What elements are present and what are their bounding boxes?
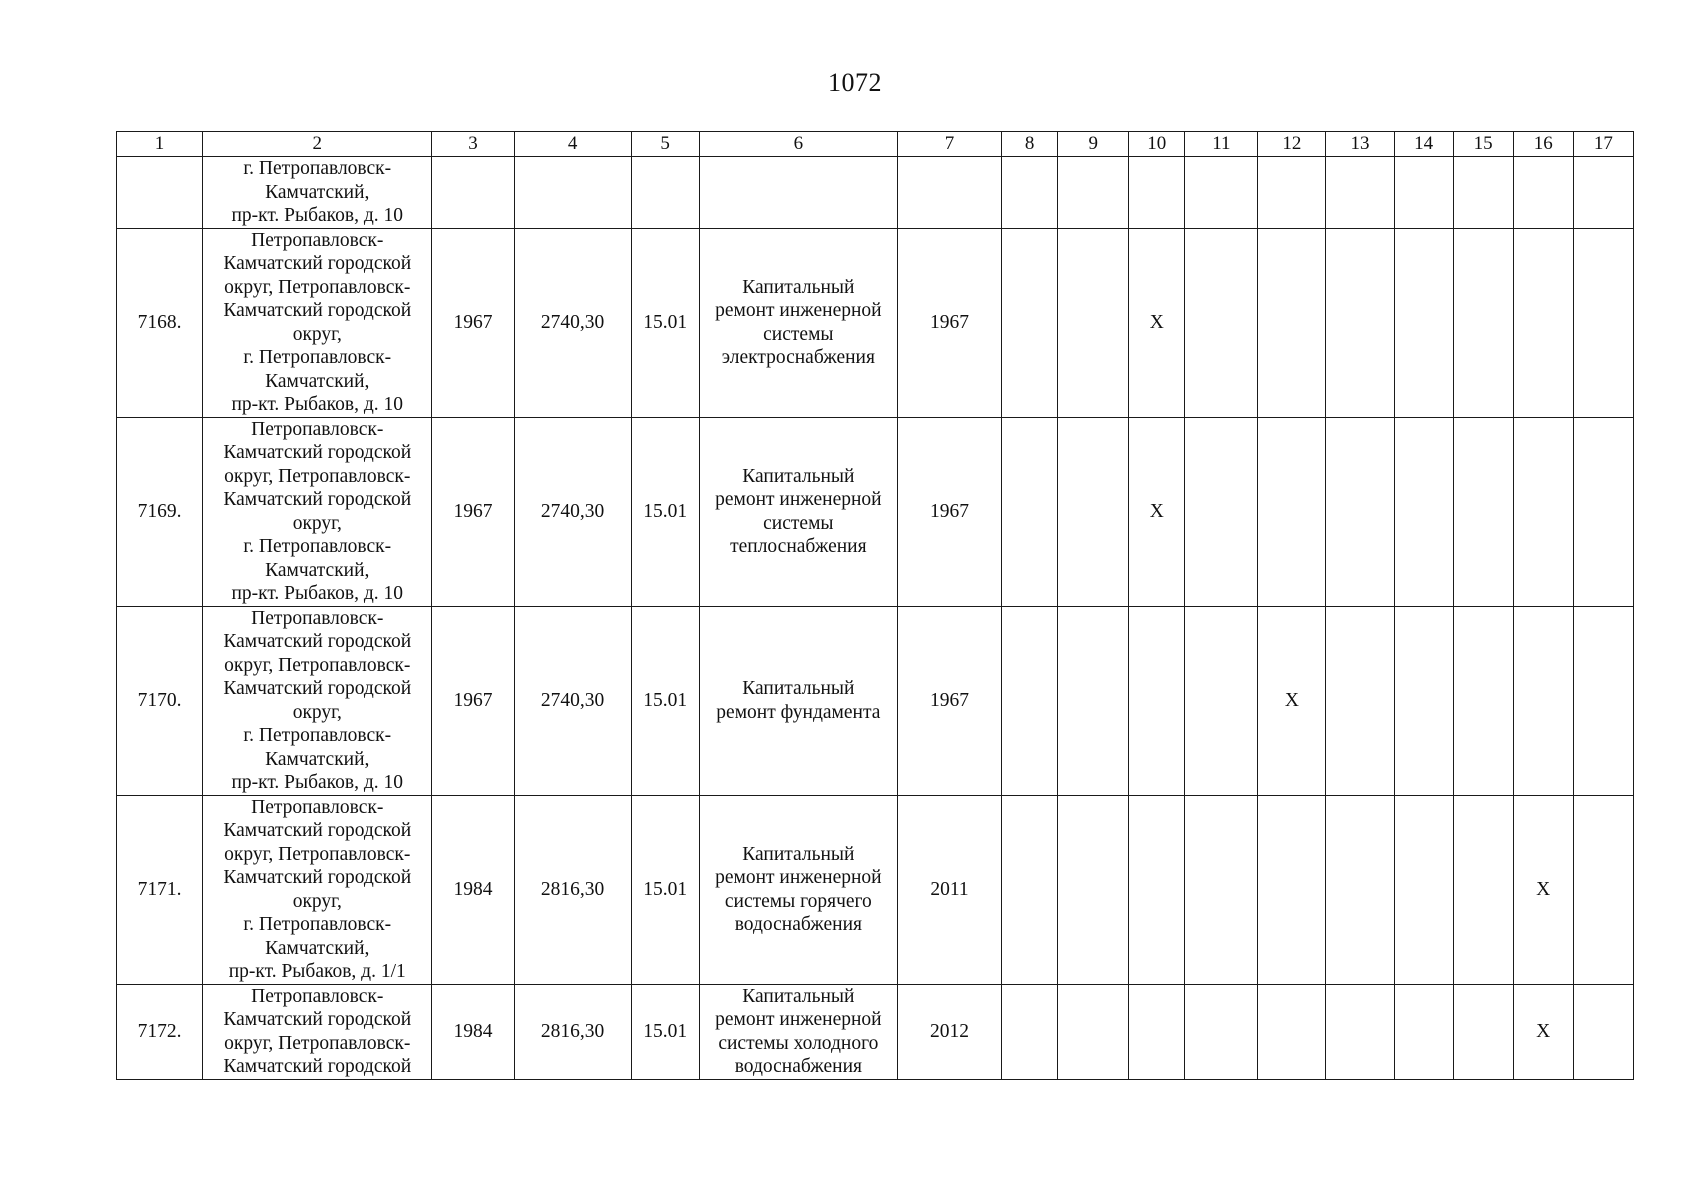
address-line: Камчатский, xyxy=(265,181,370,203)
empty-cell xyxy=(1573,417,1633,606)
address-cell xyxy=(203,228,432,417)
empty-cell xyxy=(1002,157,1058,229)
address-line: пр-кт. Рыбаков, д. 10 xyxy=(231,583,404,604)
area-cell: 2816,30 xyxy=(514,984,631,1079)
address-line: Петропавловск- xyxy=(251,607,384,629)
work-type-line: ремонт инженерной xyxy=(715,489,882,510)
row-number-cell: 7171. xyxy=(117,795,203,984)
address-line: Петропавловск- xyxy=(251,418,384,440)
mark-cell: Х xyxy=(1513,984,1573,1079)
area-cell: 2740,30 xyxy=(514,228,631,417)
address-line: Камчатский, xyxy=(265,370,370,392)
empty-cell xyxy=(1394,606,1453,795)
empty-cell xyxy=(1002,417,1058,606)
address-line: г. Петропавловск- xyxy=(243,536,392,557)
area-cell xyxy=(514,157,631,229)
empty-cell xyxy=(1394,984,1453,1079)
row-number-cell xyxy=(117,157,203,229)
address-cell xyxy=(203,795,432,984)
capital-repair-table xyxy=(116,131,1634,1080)
year-cell: 2011 xyxy=(897,795,1001,984)
empty-cell xyxy=(1185,157,1258,229)
work-type-line: водоснабжения xyxy=(734,1056,862,1077)
work-type-line: ремонт инженерной xyxy=(715,867,882,888)
work-type-cell xyxy=(699,157,897,229)
address-line: Петропавловск- xyxy=(251,985,384,1007)
work-type-line: Капитальный xyxy=(742,985,855,1007)
row-number-cell: 7170. xyxy=(117,606,203,795)
year-cell: 1967 xyxy=(897,228,1001,417)
work-type-line: Капитальный xyxy=(742,465,855,487)
row-number-cell: 7169. xyxy=(117,417,203,606)
empty-cell xyxy=(1513,157,1573,229)
address-line: Камчатский городской xyxy=(223,300,412,321)
column-number-cell: 3 xyxy=(432,132,514,157)
table-row xyxy=(117,984,1634,1079)
work-type-line: Капитальный xyxy=(742,678,855,699)
empty-cell xyxy=(1326,606,1394,795)
build-year-cell: 1967 xyxy=(432,417,514,606)
empty-cell xyxy=(1002,606,1058,795)
address-line: округ, Петропавловск- xyxy=(224,654,411,676)
empty-cell xyxy=(1453,228,1513,417)
row-number-cell: 7172. xyxy=(117,984,203,1079)
empty-cell xyxy=(1058,157,1129,229)
work-type-line: ремонт инженерной xyxy=(715,300,882,321)
address-line: Петропавловск- xyxy=(251,229,384,251)
column-number-cell: 5 xyxy=(631,132,699,157)
empty-cell xyxy=(1258,157,1326,229)
address-line: округ, Петропавловск- xyxy=(224,276,411,298)
address-line: г. Петропавловск- xyxy=(243,158,392,179)
empty-cell xyxy=(1185,795,1258,984)
column-number-cell: 7 xyxy=(897,132,1001,157)
empty-cell xyxy=(1453,157,1513,229)
build-year-cell: 1967 xyxy=(432,606,514,795)
build-year-cell: 1967 xyxy=(432,228,514,417)
address-line: округ, Петропавловск- xyxy=(224,465,411,487)
empty-cell xyxy=(1513,606,1573,795)
empty-cell xyxy=(1185,417,1258,606)
address-line: Камчатский городской xyxy=(223,1056,412,1077)
address-line: округ, xyxy=(292,701,342,723)
code-cell xyxy=(631,157,699,229)
empty-cell xyxy=(1258,228,1326,417)
column-number-cell: 17 xyxy=(1573,132,1633,157)
year-cell xyxy=(897,157,1001,229)
empty-cell xyxy=(1326,228,1394,417)
address-line: пр-кт. Рыбаков, д. 10 xyxy=(231,394,404,415)
year-cell: 2012 xyxy=(897,984,1001,1079)
empty-cell xyxy=(1002,228,1058,417)
empty-cell xyxy=(1058,984,1129,1079)
empty-cell xyxy=(1258,984,1326,1079)
work-type-line: теплоснабжения xyxy=(730,536,867,557)
area-cell: 2740,30 xyxy=(514,417,631,606)
work-type-line: системы горячего xyxy=(724,890,872,912)
empty-cell xyxy=(1129,984,1185,1079)
column-number-cell: 13 xyxy=(1326,132,1394,157)
code-cell: 15.01 xyxy=(631,795,699,984)
empty-cell xyxy=(1129,795,1185,984)
column-number-cell: 15 xyxy=(1453,132,1513,157)
work-type-line: ремонт инженерной xyxy=(715,1009,882,1030)
table-row xyxy=(117,795,1634,984)
column-number-cell: 2 xyxy=(203,132,432,157)
address-cell xyxy=(203,984,432,1079)
address-line: Камчатский городской xyxy=(223,489,412,510)
address-line: Камчатский городской xyxy=(223,678,412,699)
address-line: округ, xyxy=(292,512,342,534)
empty-cell xyxy=(1573,795,1633,984)
column-number-row xyxy=(117,132,1634,157)
empty-cell xyxy=(1058,417,1129,606)
empty-cell xyxy=(1326,417,1394,606)
address-cell xyxy=(203,606,432,795)
work-type-cell xyxy=(699,228,897,417)
empty-cell xyxy=(1058,228,1129,417)
empty-cell xyxy=(1058,606,1129,795)
empty-cell xyxy=(1185,984,1258,1079)
empty-cell xyxy=(1185,606,1258,795)
work-type-line: Капитальный xyxy=(742,843,855,865)
address-line: Камчатский городской xyxy=(223,867,412,888)
address-line: Камчатский городской xyxy=(223,1009,412,1030)
column-number-cell: 8 xyxy=(1002,132,1058,157)
column-number-cell: 14 xyxy=(1394,132,1453,157)
mark-cell: Х xyxy=(1258,606,1326,795)
empty-cell xyxy=(1394,157,1453,229)
address-line: Камчатский городской xyxy=(223,631,412,652)
empty-cell xyxy=(1129,157,1185,229)
work-type-line: системы xyxy=(763,512,834,534)
column-number-cell: 9 xyxy=(1058,132,1129,157)
work-type-cell xyxy=(699,795,897,984)
address-line: г. Петропавловск- xyxy=(243,725,392,746)
address-line: Камчатский городской xyxy=(223,253,412,274)
mark-cell: Х xyxy=(1513,795,1573,984)
empty-cell xyxy=(1453,417,1513,606)
address-line: Камчатский городской xyxy=(223,820,412,841)
work-type-line: системы xyxy=(763,323,834,345)
empty-cell xyxy=(1453,795,1513,984)
empty-cell xyxy=(1326,795,1394,984)
empty-cell xyxy=(1058,795,1129,984)
year-cell: 1967 xyxy=(897,417,1001,606)
address-line: округ, Петропавловск- xyxy=(224,843,411,865)
address-line: округ, xyxy=(292,323,342,345)
table-row xyxy=(117,157,1634,229)
empty-cell xyxy=(1394,795,1453,984)
mark-cell: Х xyxy=(1129,228,1185,417)
work-type-line: электроснабжения xyxy=(721,347,875,368)
code-cell: 15.01 xyxy=(631,606,699,795)
area-cell: 2740,30 xyxy=(514,606,631,795)
empty-cell xyxy=(1258,417,1326,606)
build-year-cell xyxy=(432,157,514,229)
empty-cell xyxy=(1002,795,1058,984)
empty-cell xyxy=(1513,417,1573,606)
address-line: округ, xyxy=(292,890,342,912)
address-line: г. Петропавловск- xyxy=(243,914,392,935)
work-type-line: Капитальный xyxy=(742,276,855,298)
work-type-line: системы холодного xyxy=(718,1032,879,1054)
column-number-cell: 6 xyxy=(699,132,897,157)
code-cell: 15.01 xyxy=(631,228,699,417)
address-line: Камчатский городской xyxy=(223,442,412,463)
address-line: Камчатский, xyxy=(265,559,370,581)
address-cell xyxy=(203,417,432,606)
code-cell: 15.01 xyxy=(631,417,699,606)
work-type-line: водоснабжения xyxy=(734,914,862,935)
row-number-cell: 7168. xyxy=(117,228,203,417)
empty-cell xyxy=(1185,228,1258,417)
column-number-cell: 10 xyxy=(1129,132,1185,157)
address-line: пр-кт. Рыбаков, д. 1/1 xyxy=(228,961,406,982)
work-type-cell xyxy=(699,417,897,606)
empty-cell xyxy=(1573,984,1633,1079)
address-line: Камчатский, xyxy=(265,937,370,959)
address-line: Камчатский, xyxy=(265,748,370,770)
code-cell: 15.01 xyxy=(631,984,699,1079)
empty-cell xyxy=(1513,228,1573,417)
empty-cell xyxy=(1573,157,1633,229)
work-type-line: ремонт фундамента xyxy=(716,701,881,723)
empty-cell xyxy=(1453,606,1513,795)
mark-cell: Х xyxy=(1129,417,1185,606)
address-cell xyxy=(203,157,432,229)
address-line: округ, Петропавловск- xyxy=(224,1032,411,1054)
page-number: 1072 xyxy=(828,68,882,97)
column-number-cell: 1 xyxy=(117,132,203,157)
column-number-cell: 12 xyxy=(1258,132,1326,157)
table-row xyxy=(117,606,1634,795)
empty-cell xyxy=(1573,606,1633,795)
address-line: Петропавловск- xyxy=(251,796,384,818)
year-cell: 1967 xyxy=(897,606,1001,795)
empty-cell xyxy=(1326,157,1394,229)
work-type-cell xyxy=(699,984,897,1079)
empty-cell xyxy=(1258,795,1326,984)
empty-cell xyxy=(1002,984,1058,1079)
work-type-cell xyxy=(699,606,897,795)
empty-cell xyxy=(1394,228,1453,417)
empty-cell xyxy=(1394,417,1453,606)
column-number-cell: 16 xyxy=(1513,132,1573,157)
area-cell: 2816,30 xyxy=(514,795,631,984)
address-line: пр-кт. Рыбаков, д. 10 xyxy=(231,205,404,226)
column-number-cell: 4 xyxy=(514,132,631,157)
empty-cell xyxy=(1453,984,1513,1079)
build-year-cell: 1984 xyxy=(432,984,514,1079)
table-row xyxy=(117,228,1634,417)
empty-cell xyxy=(1573,228,1633,417)
address-line: г. Петропавловск- xyxy=(243,347,392,368)
empty-cell xyxy=(1326,984,1394,1079)
table-row xyxy=(117,417,1634,606)
empty-cell xyxy=(1129,606,1185,795)
column-number-cell: 11 xyxy=(1185,132,1258,157)
address-line: пр-кт. Рыбаков, д. 10 xyxy=(231,772,404,793)
build-year-cell: 1984 xyxy=(432,795,514,984)
